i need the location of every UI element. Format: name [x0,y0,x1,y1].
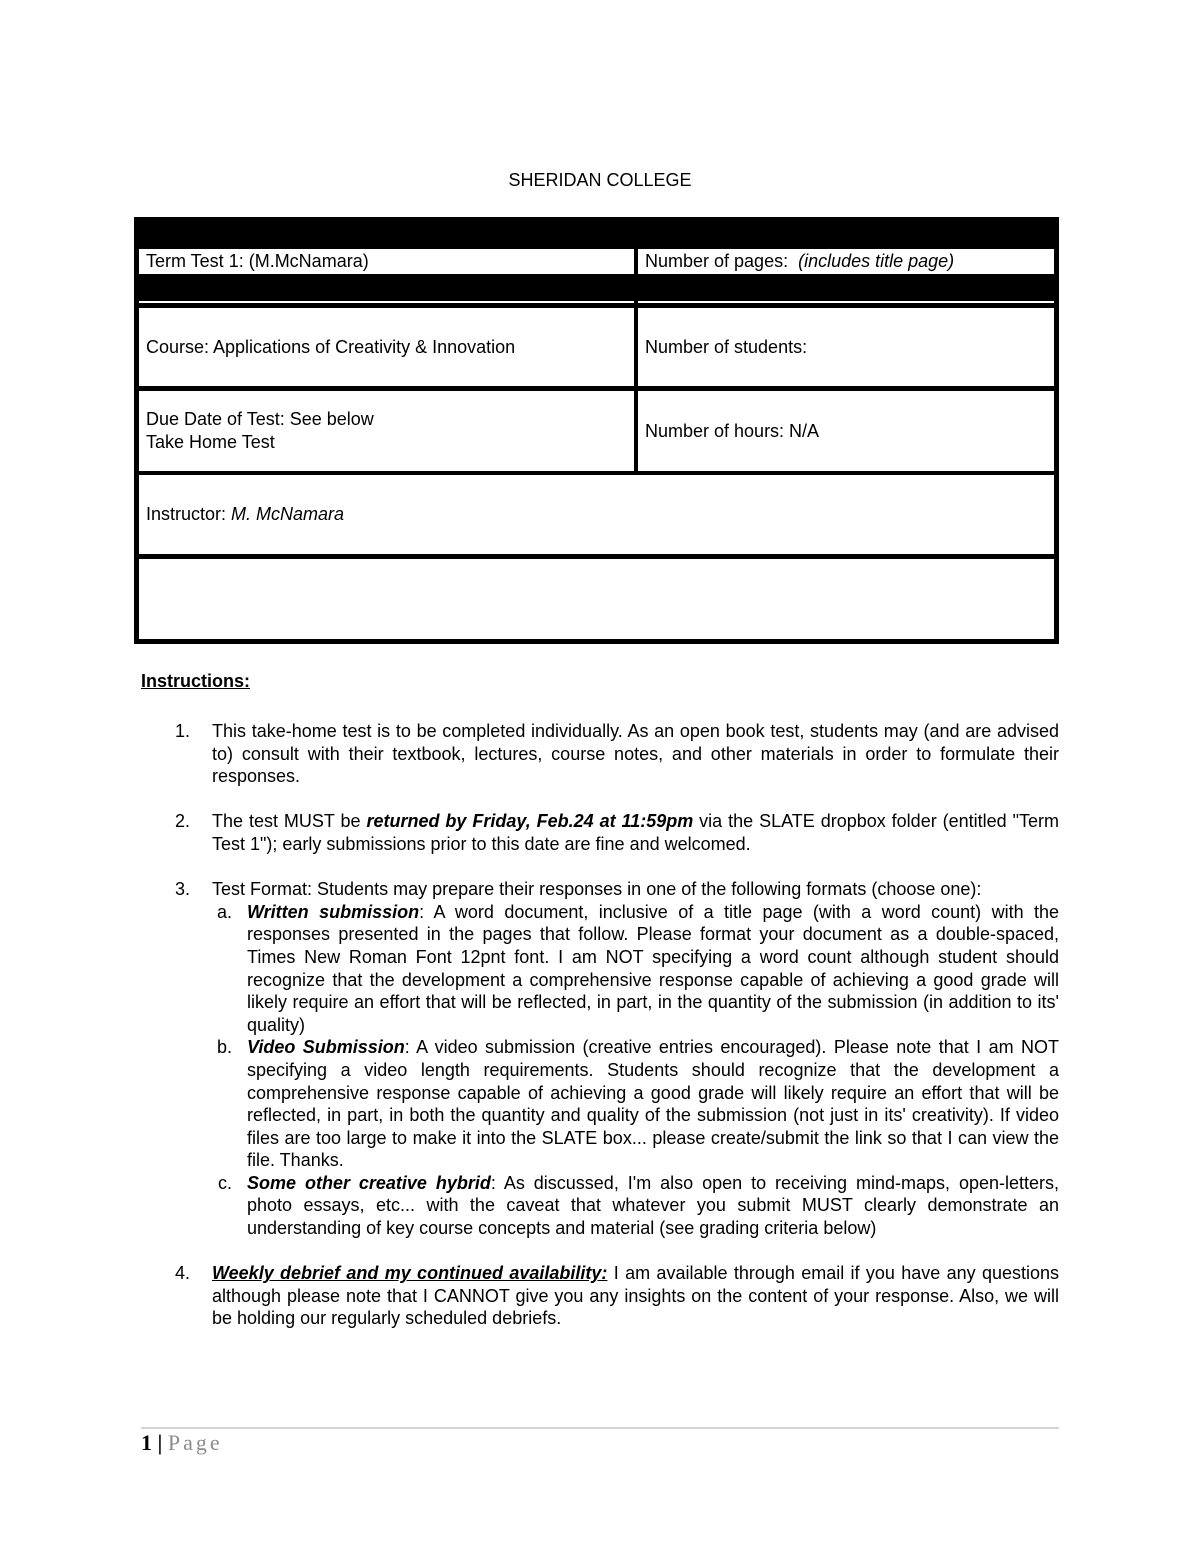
footer-divider [141,1427,1059,1429]
item-number: 3. [175,879,191,900]
sub-item [212,901,1059,1037]
item-number: 4. [175,1263,191,1284]
item-text-pre: The test MUST be [212,811,367,832]
page-separator: | [157,1430,163,1455]
sub-item-heading: Video Submission [247,1037,405,1058]
term-test-label: Term Test 1: (M.McNamara) [146,251,369,271]
list-item [141,720,1059,788]
instructions-list [141,720,1059,1353]
sub-item-heading: Some other creative hybrid [247,1172,491,1193]
instructions-title: Instructions: [141,671,251,691]
course-cell [139,308,634,386]
sub-item-letter: b. [216,1037,232,1058]
due-date-label: Due Date of Test: See below [146,409,374,429]
item-heading: Weekly debrief and my continued availability: [212,1263,608,1284]
due-deadline: returned by Friday, Feb.24 at 11:59pm [366,811,694,832]
page-word: Page [167,1430,223,1455]
hours-cell [638,391,1054,471]
list-item [141,878,1059,1240]
empty-cell [139,559,1054,639]
item-number: 1. [175,721,191,741]
list-item [141,1262,1059,1330]
row-separator [638,301,1054,303]
list-item [141,810,1059,855]
sub-item-text: : A video submission (creative entries encouraged). Please note that I am NOT specifying a video length requirements. Students should recognize that the development a comprehensive response capable of achieving a good grade will likely require an effort that will be reflected, in part, in both the quantity and quality of the submission (not just in its' creativity). If video files are too large to make it into the SLATE box... please create/submit the link so that I can view the file. Thanks. [247,1037,1059,1171]
sub-item-text: : A word document, inclusive of a title page (with a word count) with the responses presented in the pages that follow. Please format your document as a double-spaced, Times New Roman Font 12pnt font. I am NOT specifying a word count although student should recognize that the development a comprehensive response capable of achieving a good grade will likely require an effort that will be reflected, in part, in the quantity of the submission (in addition to its' quality) [247,901,1060,1035]
students-label: Number of students: [645,336,808,357]
header-table [134,217,1059,644]
instructor-name: M. McNamara [231,504,345,524]
pages-cell [638,249,1054,274]
hours-label: Number of hours: N/A [645,420,820,441]
item-number: 2. [175,811,191,832]
item-text-post: via the SLATE dropbox folder (entitled "Term Test 1"); early submissions prior to this date are fine and welcomed. [212,811,1059,854]
page-number: 1 [141,1430,152,1455]
instructor-cell [139,475,1054,554]
sub-item [212,1036,1059,1172]
sub-item-letter: c. [217,1172,232,1193]
item-text: Test Format: Students may prepare their responses in one of the following formats (choose one): [212,879,982,900]
pages-note: (includes title page) [798,251,955,271]
term-test-cell [139,249,634,274]
college-title: SHERIDAN COLLEGE [508,170,692,190]
sub-item-heading: Written submission [247,901,420,922]
sub-item-text: : As discussed, I'm also open to receiving mind-maps, open-letters, photo essays, etc... with the caveat that whatever you submit MUST clearly demonstrate an understanding of key course concepts and material (see grading criteria below) [247,1172,1060,1239]
due-date-cell [139,391,634,471]
pages-label: Number of pages: [645,251,789,271]
instructor-label: Instructor: [146,504,227,524]
item-text: This take-home test is to be completed individually. As an open book test, students may (and are advised to) consult with their textbook, lectures, course notes, and other materials in order to formulate their responses. [212,721,1059,787]
page-footer [141,1430,223,1456]
item-text: I am available through email if you have any questions although please note that I CANNOT give you any insights on the content of your response. Also, we will be holding our regularly scheduled debriefs. [212,1263,1059,1329]
sub-item-letter: a. [216,901,232,922]
sub-item [212,1172,1059,1240]
row-separator [139,301,634,303]
students-cell [638,308,1054,386]
course-label: Course: Applications of Creativity & Innovation [146,336,516,357]
take-home-label: Take Home Test [146,432,275,452]
